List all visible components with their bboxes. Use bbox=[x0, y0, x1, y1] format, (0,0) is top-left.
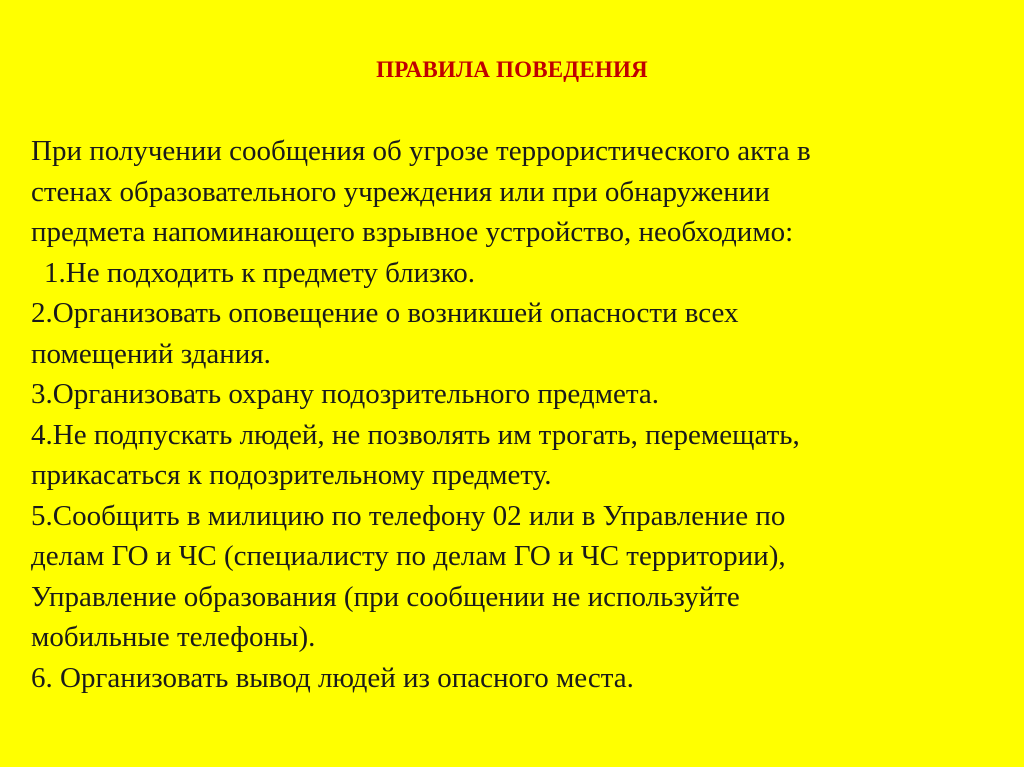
rule-1: 1.Не подходить к предмету близко. bbox=[44, 256, 475, 289]
rule-4-line-2: прикасаться к подозрительному предмету. bbox=[31, 459, 552, 491]
intro-line-1: При получении сообщения об угрозе террористического акта в bbox=[31, 135, 811, 167]
rule-2-line-2: помещений здания. bbox=[31, 337, 271, 370]
rule-4-line-1: 4.Не подпускать людей, не позволять им трогать, перемещать, bbox=[31, 418, 800, 451]
rule-2-line-1: 2.Организовать оповещение о возникшей опасности всех bbox=[31, 297, 739, 329]
rule-6: 6. Организовать вывод людей из опасного места. bbox=[31, 661, 634, 694]
intro-line-2: стенах образовательного учреждения или при обнаружении bbox=[31, 175, 770, 208]
intro-line-3: предмета напоминающего взрывное устройство, необходимо: bbox=[31, 216, 794, 248]
slide-title: ПРАВИЛА ПОВЕДЕНИЯ bbox=[376, 57, 648, 82]
rule-5-line-3: Управление образования (при сообщении не используйте bbox=[31, 580, 740, 613]
rule-3: 3.Организовать охрану подозрительного предмета. bbox=[31, 378, 660, 410]
rule-5-line-2: делам ГО и ЧС (специалисту по делам ГО и ЧС территории), bbox=[31, 540, 786, 572]
rule-5-line-1: 5.Сообщить в милицию по телефону 02 или в Управление по bbox=[31, 499, 786, 532]
rule-5-line-4: мобильные телефоны). bbox=[31, 621, 316, 653]
slide-body bbox=[31, 131, 1001, 698]
